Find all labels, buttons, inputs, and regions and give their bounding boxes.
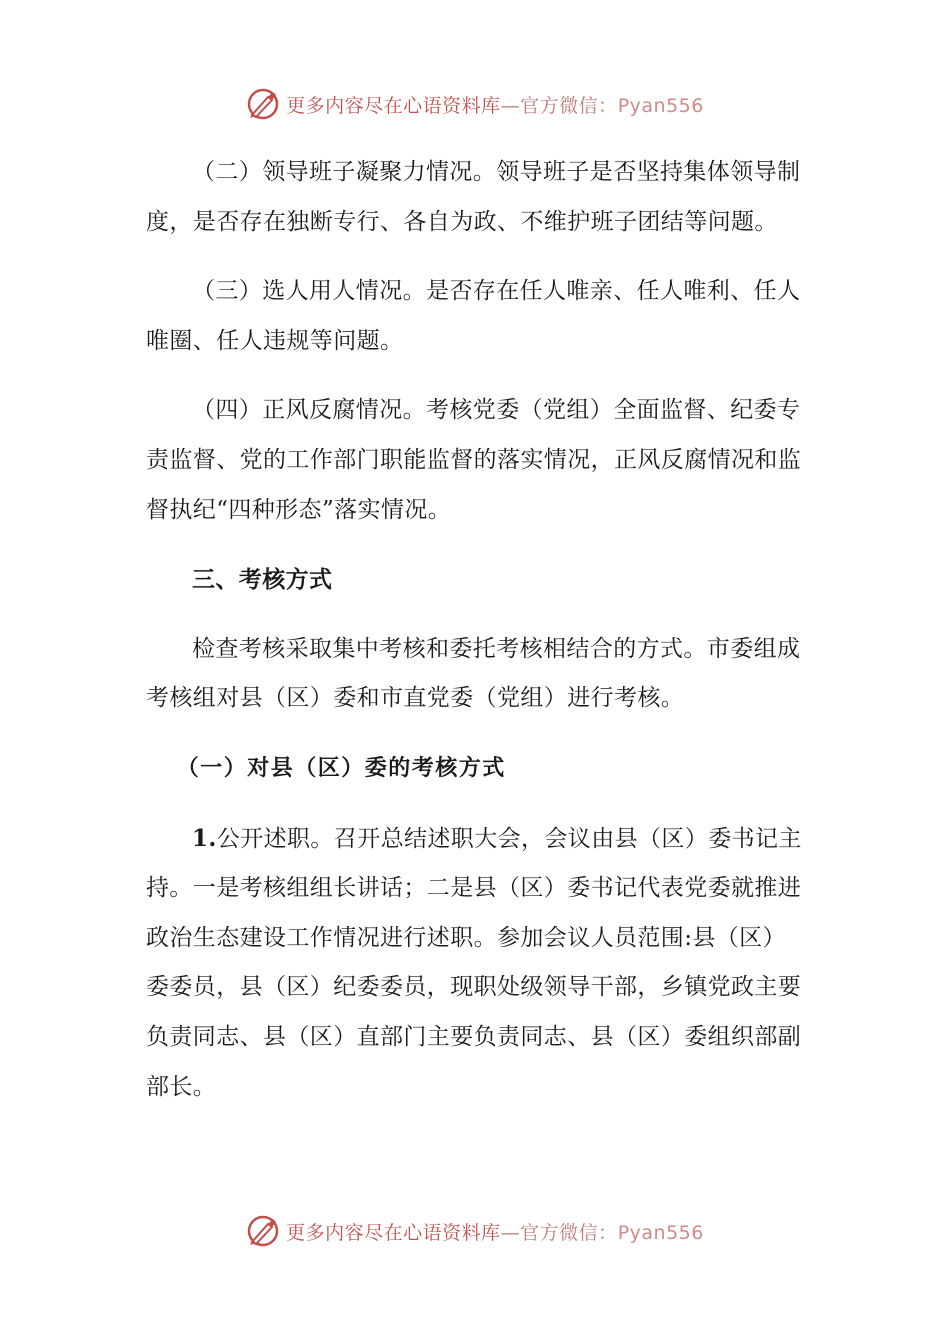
pen-logo-icon	[246, 87, 280, 121]
banner-text	[286, 91, 704, 118]
section-intro: 检查考核采取集中考核和委托考核相结合的方式。市委组成考核组对县（区）委和市直党委（党组）进行考核。	[146, 635, 801, 712]
paragraph-leadership-cohesion	[146, 148, 806, 247]
paragraph-lead: （二）领导班子凝聚力情况。	[192, 159, 497, 185]
paragraph-anti-corruption	[146, 386, 806, 535]
banner-wechat-label: 官方微信：	[520, 1221, 618, 1244]
header-banner	[0, 82, 950, 126]
banner-dash: —	[500, 94, 521, 117]
item-number: 1.	[192, 824, 217, 852]
section-heading: 三、考核方式	[192, 566, 333, 594]
subsection-heading: （一）对县（区）委的考核方式	[176, 754, 506, 781]
banner-site-name: 更多内容尽在心语资料库	[286, 94, 501, 117]
banner-wechat-id: Pyan556	[617, 94, 704, 117]
paragraph-personnel-selection	[146, 267, 806, 366]
banner-text	[286, 1218, 704, 1245]
paragraph-lead: （四）正风反腐情况。	[192, 397, 426, 424]
document-body	[146, 148, 806, 1132]
footer-banner	[0, 1209, 950, 1253]
item-body: 公开述职。召开总结述职大会，会议由县（区）委书记主持。一是考核组组长讲话；二是县（区）委书记代表党委就推进政治生态建设工作情况进行述职。参加会议人员范围:县（区）委委员，县（区）纪委委员，现职处级领导干部，乡镇党政主要负责同志、县（区）直部门主要负责同志、县（区）委组织部副部长。	[146, 825, 802, 1100]
paragraph-body: 领导班子是否坚持集体领导制度，是否存在独断专行、各自为政、不维护班子团结等问题。	[146, 159, 801, 235]
banner-site-name: 更多内容尽在心语资料库	[286, 1221, 501, 1244]
banner-wechat-id: Pyan556	[617, 1221, 704, 1244]
banner-wechat-label: 官方微信：	[520, 94, 618, 117]
paragraph-body: 考核党委（党组）全面监督、纪委专责监督、党的工作部门职能监督的落实情况，正风反腐情况和监督执纪“四种形态”落实情况。	[146, 397, 802, 523]
paragraph-lead: （三）选人用人情况。	[192, 278, 426, 305]
pen-logo-icon	[246, 1214, 280, 1248]
item-public-report	[146, 814, 806, 1113]
paragraph-body: 是否存在任人唯亲、任人唯利、任人唯圈、任人违规等问题。	[146, 278, 801, 354]
banner-dash: —	[500, 1221, 521, 1244]
